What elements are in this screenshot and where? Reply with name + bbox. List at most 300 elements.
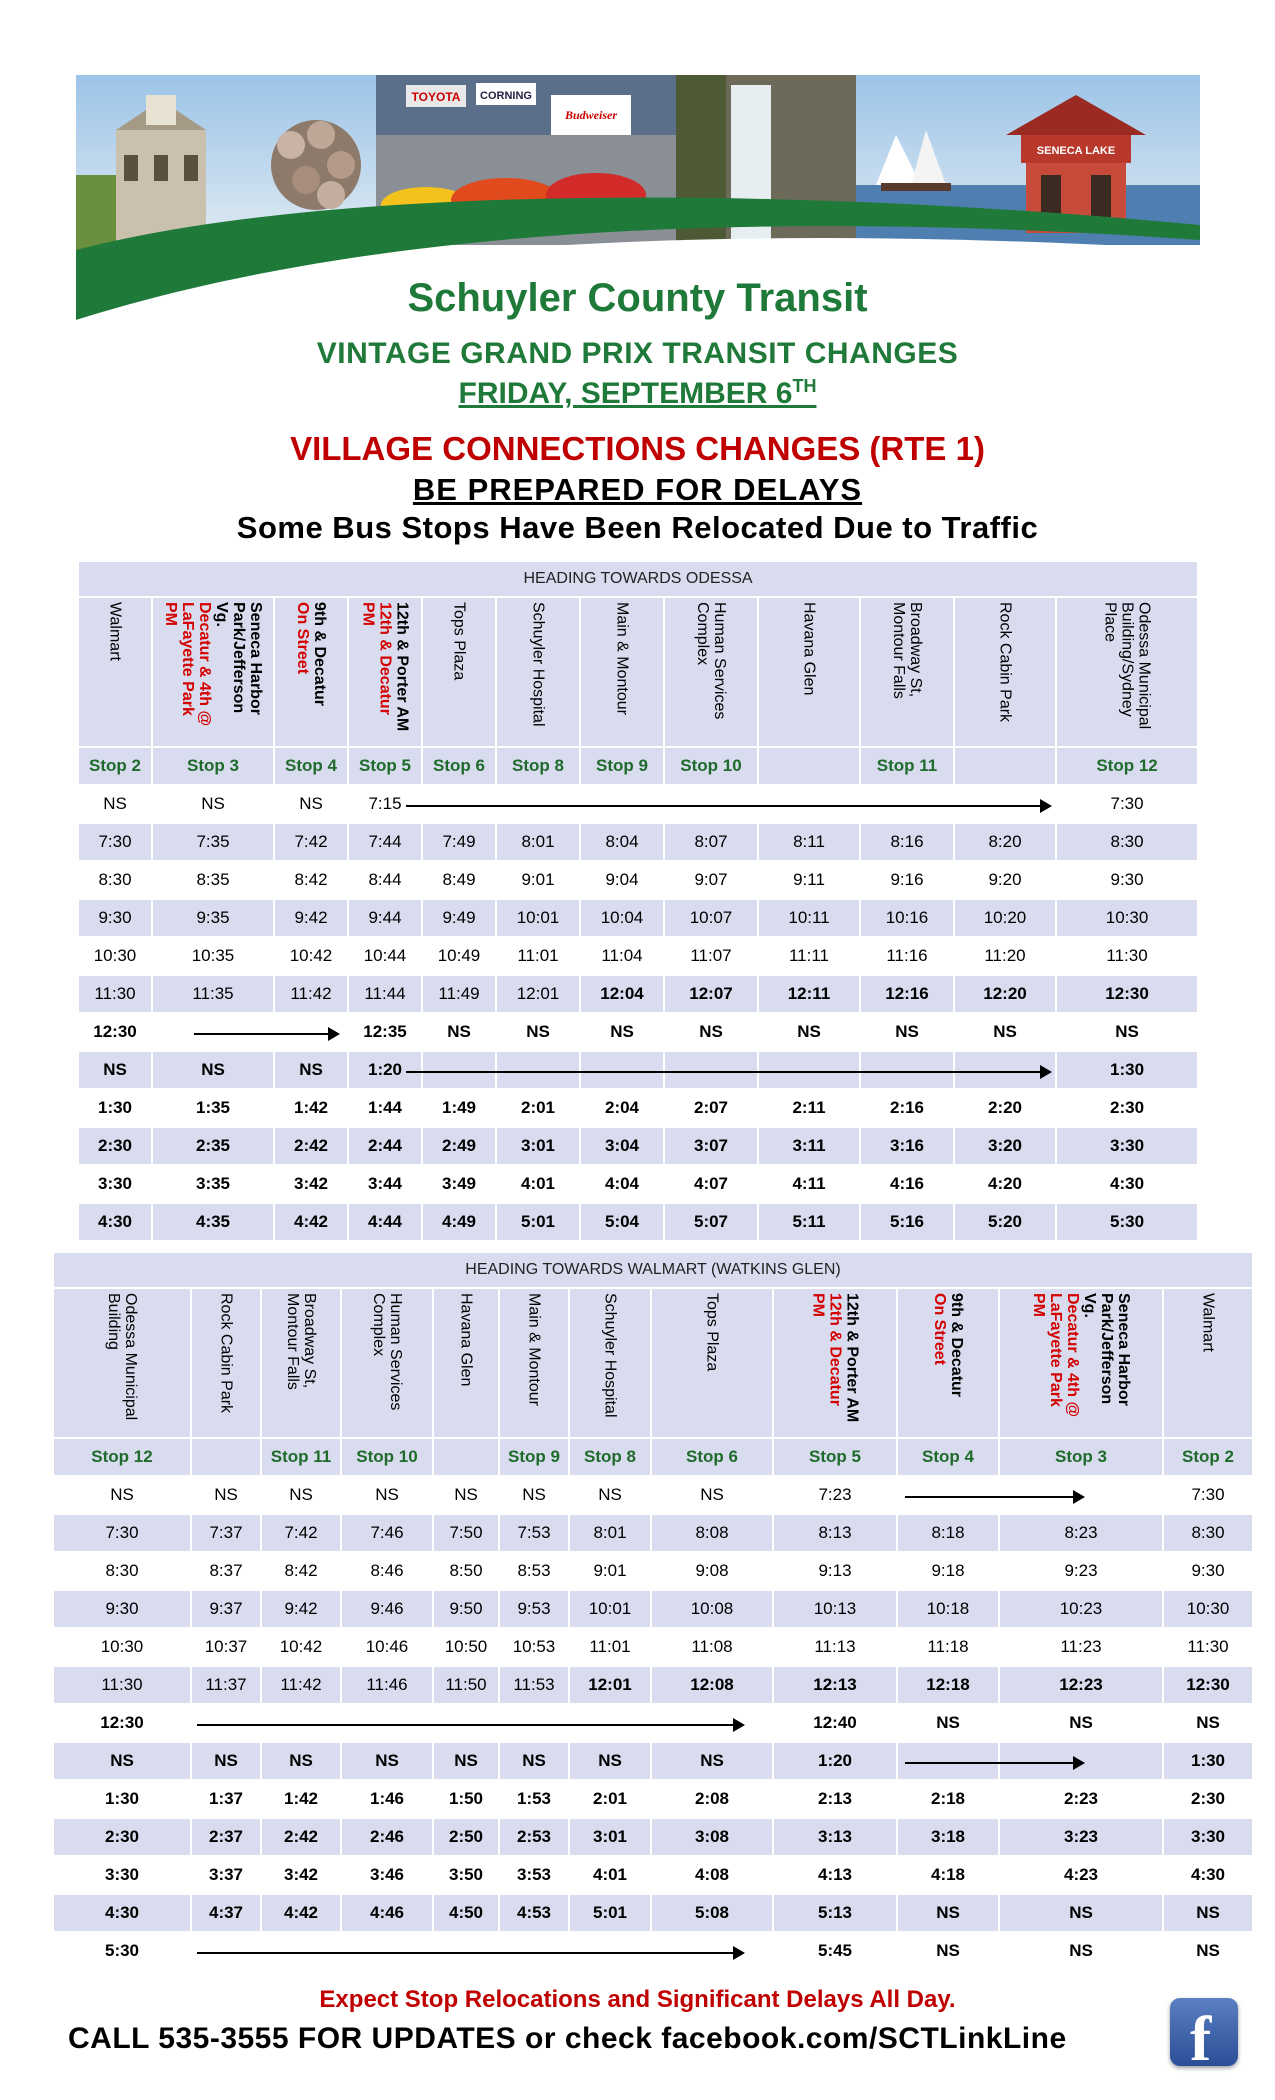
time-cell: NS bbox=[53, 1742, 191, 1780]
time-cell bbox=[664, 1051, 758, 1089]
time-cell: 8:30 bbox=[78, 861, 152, 899]
time-cell: 10:53 bbox=[499, 1628, 569, 1666]
stop-number bbox=[191, 1438, 261, 1476]
time-cell: 10:07 bbox=[664, 899, 758, 937]
time-cell: 7:42 bbox=[261, 1514, 341, 1552]
time-cell: 9:46 bbox=[341, 1590, 433, 1628]
time-cell: 7:46 bbox=[341, 1514, 433, 1552]
time-cell: 10:30 bbox=[53, 1628, 191, 1666]
time-cell: NS bbox=[758, 1013, 860, 1051]
time-cell: 9:44 bbox=[348, 899, 422, 937]
time-cell bbox=[496, 785, 580, 823]
time-cell: 10:23 bbox=[999, 1590, 1163, 1628]
stop-name-cell bbox=[191, 1288, 261, 1438]
time-cell: 12:35 bbox=[348, 1013, 422, 1051]
relocated-stop-note: 12th & Decatur PM bbox=[809, 1293, 844, 1406]
time-cell: 10:16 bbox=[860, 899, 954, 937]
time-cell: 9:13 bbox=[773, 1552, 897, 1590]
time-cell: 2:50 bbox=[433, 1818, 499, 1856]
time-cell: 2:42 bbox=[261, 1818, 341, 1856]
stop-number bbox=[758, 747, 860, 785]
time-cell: 2:35 bbox=[152, 1127, 274, 1165]
stop-number: Stop 5 bbox=[348, 747, 422, 785]
time-cell: NS bbox=[152, 785, 274, 823]
time-cell: 10:11 bbox=[758, 899, 860, 937]
time-cell: 10:42 bbox=[261, 1628, 341, 1666]
time-cell: 3:30 bbox=[1056, 1127, 1198, 1165]
stop-name-cell bbox=[496, 597, 580, 747]
time-cell: 4:04 bbox=[580, 1165, 664, 1203]
time-cell: 10:04 bbox=[580, 899, 664, 937]
time-cell: 4:35 bbox=[152, 1203, 274, 1241]
time-cell: 9:18 bbox=[897, 1552, 999, 1590]
time-cell: NS bbox=[999, 1932, 1163, 1970]
time-cell bbox=[499, 1704, 569, 1742]
time-cell: NS bbox=[53, 1476, 191, 1514]
event-date-main: FRIDAY, SEPTEMBER 6 bbox=[458, 377, 793, 410]
time-cell bbox=[191, 1704, 261, 1742]
time-cell: 2:01 bbox=[496, 1089, 580, 1127]
stop-number: Stop 6 bbox=[651, 1438, 773, 1476]
time-cell: 8:50 bbox=[433, 1552, 499, 1590]
time-cell: 9:20 bbox=[954, 861, 1056, 899]
time-cell: 7:35 bbox=[152, 823, 274, 861]
time-cell: 3:42 bbox=[261, 1856, 341, 1894]
stop-number: Stop 12 bbox=[1056, 747, 1198, 785]
time-cell: 4:49 bbox=[422, 1203, 496, 1241]
time-cell: 9:16 bbox=[860, 861, 954, 899]
time-cell: 10:46 bbox=[341, 1628, 433, 1666]
time-cell: 8:04 bbox=[580, 823, 664, 861]
time-cell: 8:07 bbox=[664, 823, 758, 861]
time-cell: 4:42 bbox=[261, 1894, 341, 1932]
time-cell: NS bbox=[999, 1704, 1163, 1742]
time-cell: 8:30 bbox=[1056, 823, 1198, 861]
delay-warning: BE PREPARED FOR DELAYS bbox=[412, 472, 863, 507]
time-cell: 8:53 bbox=[499, 1552, 569, 1590]
time-cell: 10:30 bbox=[1056, 899, 1198, 937]
continuation-arrow bbox=[905, 1496, 1083, 1498]
stop-number: Stop 5 bbox=[773, 1438, 897, 1476]
time-cell: 10:13 bbox=[773, 1590, 897, 1628]
time-cell: 4:30 bbox=[78, 1203, 152, 1241]
facebook-icon[interactable] bbox=[1170, 1998, 1238, 2074]
time-cell: 11:16 bbox=[860, 937, 954, 975]
time-cell: 11:30 bbox=[53, 1666, 191, 1704]
stop-name-cell bbox=[1056, 597, 1198, 747]
time-cell: 8:01 bbox=[569, 1514, 651, 1552]
time-cell: 8:16 bbox=[860, 823, 954, 861]
time-cell: 10:30 bbox=[1163, 1590, 1253, 1628]
time-cell bbox=[341, 1704, 433, 1742]
time-cell: 2:30 bbox=[1056, 1089, 1198, 1127]
time-cell bbox=[191, 1932, 261, 1970]
stop-number bbox=[954, 747, 1056, 785]
time-cell: NS bbox=[954, 1013, 1056, 1051]
time-cell: 3:23 bbox=[999, 1818, 1163, 1856]
time-cell: 3:30 bbox=[1163, 1818, 1253, 1856]
time-cell: 2:04 bbox=[580, 1089, 664, 1127]
time-cell: 11:44 bbox=[348, 975, 422, 1013]
stop-name: Human Services Complex bbox=[370, 1293, 404, 1411]
stop-name-cell bbox=[860, 597, 954, 747]
time-cell: 4:11 bbox=[758, 1165, 860, 1203]
stop-number: Stop 8 bbox=[569, 1438, 651, 1476]
time-cell bbox=[860, 785, 954, 823]
stop-name: Seneca Harbor Park/Jefferson Vg. bbox=[213, 602, 264, 715]
time-cell: 1:53 bbox=[499, 1780, 569, 1818]
time-cell: 11:46 bbox=[341, 1666, 433, 1704]
time-cell: 10:49 bbox=[422, 937, 496, 975]
time-cell: 2:53 bbox=[499, 1818, 569, 1856]
time-cell: 3:30 bbox=[53, 1856, 191, 1894]
time-cell bbox=[261, 1932, 341, 1970]
stop-name: Walmart bbox=[106, 602, 124, 661]
time-cell bbox=[580, 1051, 664, 1089]
time-cell: 1:30 bbox=[53, 1780, 191, 1818]
time-cell: 4:37 bbox=[191, 1894, 261, 1932]
time-cell: 4:30 bbox=[1056, 1165, 1198, 1203]
time-cell: 3:18 bbox=[897, 1818, 999, 1856]
time-cell: 7:49 bbox=[422, 823, 496, 861]
time-cell: 10:20 bbox=[954, 899, 1056, 937]
stop-name: 12th & Porter AM bbox=[393, 602, 411, 732]
time-cell: 11:42 bbox=[261, 1666, 341, 1704]
time-cell: 5:11 bbox=[758, 1203, 860, 1241]
time-cell: NS bbox=[191, 1742, 261, 1780]
stop-name-cell bbox=[53, 1288, 191, 1438]
time-cell: 7:37 bbox=[191, 1514, 261, 1552]
time-cell: 8:08 bbox=[651, 1514, 773, 1552]
time-cell: 12:18 bbox=[897, 1666, 999, 1704]
time-cell: 3:44 bbox=[348, 1165, 422, 1203]
continuation-arrow bbox=[194, 1033, 338, 1035]
time-cell: 2:42 bbox=[274, 1127, 348, 1165]
time-cell: 8:37 bbox=[191, 1552, 261, 1590]
time-cell: NS bbox=[1163, 1894, 1253, 1932]
time-cell: 12:01 bbox=[496, 975, 580, 1013]
stop-name: Tops Plaza bbox=[450, 602, 468, 681]
time-cell: 4:16 bbox=[860, 1165, 954, 1203]
time-cell: 3:35 bbox=[152, 1165, 274, 1203]
time-cell: 10:30 bbox=[78, 937, 152, 975]
time-cell: 7:30 bbox=[78, 823, 152, 861]
time-cell bbox=[433, 1704, 499, 1742]
stop-name-cell bbox=[954, 597, 1056, 747]
time-cell: 10:42 bbox=[274, 937, 348, 975]
time-cell: 11:07 bbox=[664, 937, 758, 975]
time-cell: 3:53 bbox=[499, 1856, 569, 1894]
time-cell: 7:30 bbox=[1056, 785, 1198, 823]
time-cell: 12:30 bbox=[53, 1704, 191, 1742]
time-cell bbox=[860, 1051, 954, 1089]
time-cell: 11:49 bbox=[422, 975, 496, 1013]
time-cell: 8:11 bbox=[758, 823, 860, 861]
time-cell: 9:23 bbox=[999, 1552, 1163, 1590]
time-cell: 4:30 bbox=[53, 1894, 191, 1932]
time-cell: 10:50 bbox=[433, 1628, 499, 1666]
time-cell: NS bbox=[152, 1051, 274, 1089]
stop-name: Havana Glen bbox=[800, 602, 818, 696]
time-cell: NS bbox=[78, 785, 152, 823]
stop-name-cell bbox=[78, 597, 152, 747]
time-cell: 8:42 bbox=[274, 861, 348, 899]
stop-name: Seneca Harbor Park/Jefferson Vg. bbox=[1081, 1293, 1132, 1406]
time-cell: 4:20 bbox=[954, 1165, 1056, 1203]
time-cell: 11:01 bbox=[569, 1628, 651, 1666]
time-cell: 5:01 bbox=[569, 1894, 651, 1932]
time-cell: 5:30 bbox=[1056, 1203, 1198, 1241]
time-cell: 12:30 bbox=[1056, 975, 1198, 1013]
time-cell: NS bbox=[433, 1742, 499, 1780]
time-cell: 1:20 bbox=[773, 1742, 897, 1780]
time-cell bbox=[758, 785, 860, 823]
time-cell: 12:30 bbox=[78, 1013, 152, 1051]
delay-notice: Expect Stop Relocations and Significant Delays All Day. bbox=[319, 1986, 956, 2013]
stop-name: 9th & Decatur bbox=[311, 602, 328, 707]
page-title: Schuyler County Transit bbox=[407, 276, 868, 320]
time-cell: 1:20 bbox=[348, 1051, 422, 1089]
stop-name: Schuyler Hospital bbox=[529, 602, 547, 727]
time-cell: 9:01 bbox=[569, 1552, 651, 1590]
time-cell: 8:23 bbox=[999, 1514, 1163, 1552]
time-cell: NS bbox=[341, 1742, 433, 1780]
time-cell: 7:15 bbox=[348, 785, 422, 823]
time-cell: 4:01 bbox=[496, 1165, 580, 1203]
stop-name-cell bbox=[773, 1288, 897, 1438]
time-cell: 9:04 bbox=[580, 861, 664, 899]
route-heading: VILLAGE CONNECTIONS CHANGES (RTE 1) bbox=[290, 430, 985, 467]
stop-name-cell bbox=[897, 1288, 999, 1438]
stop-number bbox=[433, 1438, 499, 1476]
stop-name: Walmart bbox=[1199, 1293, 1217, 1352]
time-cell: 2:30 bbox=[1163, 1780, 1253, 1818]
time-cell: 8:30 bbox=[1163, 1514, 1253, 1552]
time-cell: 3:49 bbox=[422, 1165, 496, 1203]
time-cell: 4:50 bbox=[433, 1894, 499, 1932]
time-cell bbox=[499, 1932, 569, 1970]
relocated-stop-note: On Street bbox=[931, 1293, 948, 1366]
stop-number: Stop 10 bbox=[341, 1438, 433, 1476]
time-cell: NS bbox=[651, 1476, 773, 1514]
continuation-arrow bbox=[406, 1071, 1050, 1073]
stop-name: Odessa Municipal Building/Sydney Place bbox=[1101, 602, 1153, 730]
time-cell: NS bbox=[274, 1051, 348, 1089]
time-cell: NS bbox=[433, 1476, 499, 1514]
time-cell: 4:01 bbox=[569, 1856, 651, 1894]
time-cell: 11:11 bbox=[758, 937, 860, 975]
time-cell bbox=[569, 1932, 651, 1970]
time-cell: 2:46 bbox=[341, 1818, 433, 1856]
time-cell: 11:20 bbox=[954, 937, 1056, 975]
time-cell: 4:44 bbox=[348, 1203, 422, 1241]
time-cell: NS bbox=[496, 1013, 580, 1051]
relocated-stop-note: Decatur & 4th @ LaFayette Park PM bbox=[162, 602, 213, 727]
stop-name: Odessa Municipal Building bbox=[105, 1293, 139, 1421]
time-cell: 1:37 bbox=[191, 1780, 261, 1818]
time-cell: 11:30 bbox=[1163, 1628, 1253, 1666]
time-cell: 12:13 bbox=[773, 1666, 897, 1704]
stop-name-cell bbox=[422, 597, 496, 747]
time-cell: 5:16 bbox=[860, 1203, 954, 1241]
time-cell: 2:07 bbox=[664, 1089, 758, 1127]
schedule-table-walmart bbox=[53, 1252, 1253, 1970]
time-cell: 9:07 bbox=[664, 861, 758, 899]
time-cell: 10:08 bbox=[651, 1590, 773, 1628]
stop-name: Main & Montour bbox=[525, 1293, 543, 1406]
time-cell: 2:30 bbox=[53, 1818, 191, 1856]
time-cell bbox=[664, 785, 758, 823]
time-cell: 7:44 bbox=[348, 823, 422, 861]
time-cell: 9:30 bbox=[78, 899, 152, 937]
time-cell: NS bbox=[569, 1742, 651, 1780]
stop-name: Tops Plaza bbox=[703, 1293, 721, 1372]
time-cell: 3:13 bbox=[773, 1818, 897, 1856]
time-cell: 4:07 bbox=[664, 1165, 758, 1203]
stop-name: Havana Glen bbox=[457, 1293, 475, 1387]
time-cell: NS bbox=[860, 1013, 954, 1051]
relocated-stop-note: 12th & Decatur PM bbox=[359, 602, 394, 715]
time-cell: 9:08 bbox=[651, 1552, 773, 1590]
time-cell: 7:23 bbox=[773, 1476, 897, 1514]
time-cell: NS bbox=[897, 1932, 999, 1970]
time-cell: 9:42 bbox=[261, 1590, 341, 1628]
event-date-suffix: TH bbox=[792, 376, 817, 396]
time-cell: 12:04 bbox=[580, 975, 664, 1013]
time-cell: 4:23 bbox=[999, 1856, 1163, 1894]
time-cell: 5:04 bbox=[580, 1203, 664, 1241]
time-cell: 8:35 bbox=[152, 861, 274, 899]
time-cell: 11:53 bbox=[499, 1666, 569, 1704]
call-for-updates: CALL 535-3555 FOR UPDATES or check facebook.com/SCTLinkLine bbox=[68, 2022, 1067, 2055]
time-cell: 9:50 bbox=[433, 1590, 499, 1628]
time-cell: 3:30 bbox=[78, 1165, 152, 1203]
time-cell: 11:08 bbox=[651, 1628, 773, 1666]
stop-number: Stop 11 bbox=[860, 747, 954, 785]
time-cell: NS bbox=[664, 1013, 758, 1051]
stop-name-cell bbox=[758, 597, 860, 747]
stop-number: Stop 11 bbox=[261, 1438, 341, 1476]
time-cell: 3:11 bbox=[758, 1127, 860, 1165]
time-cell: 11:37 bbox=[191, 1666, 261, 1704]
stop-number: Stop 8 bbox=[496, 747, 580, 785]
time-cell: 2:01 bbox=[569, 1780, 651, 1818]
sign-toyota: TOYOTA bbox=[411, 90, 461, 104]
time-cell: NS bbox=[422, 1013, 496, 1051]
time-cell: 1:42 bbox=[261, 1780, 341, 1818]
time-cell: 3:04 bbox=[580, 1127, 664, 1165]
stop-name: Broadway St, Montour Falls bbox=[284, 1293, 318, 1390]
time-cell: 11:04 bbox=[580, 937, 664, 975]
time-cell: 1:35 bbox=[152, 1089, 274, 1127]
time-cell: 3:08 bbox=[651, 1818, 773, 1856]
time-cell: NS bbox=[261, 1476, 341, 1514]
time-cell: 9:30 bbox=[53, 1590, 191, 1628]
stop-name-cell bbox=[664, 597, 758, 747]
time-cell: NS bbox=[651, 1742, 773, 1780]
time-cell: 8:42 bbox=[261, 1552, 341, 1590]
time-cell: 11:18 bbox=[897, 1628, 999, 1666]
time-cell: 3:37 bbox=[191, 1856, 261, 1894]
sign-corning: CORNING bbox=[480, 90, 532, 102]
time-cell: 12:16 bbox=[860, 975, 954, 1013]
stop-name-cell bbox=[348, 597, 422, 747]
time-cell: 10:35 bbox=[152, 937, 274, 975]
table-heading: HEADING TOWARDS WALMART (WATKINS GLEN) bbox=[53, 1252, 1253, 1288]
time-cell: 5:13 bbox=[773, 1894, 897, 1932]
time-cell: NS bbox=[191, 1476, 261, 1514]
time-cell: NS bbox=[499, 1476, 569, 1514]
relocated-stop-note: Decatur & 4th @ LaFayette Park PM bbox=[1030, 1293, 1081, 1418]
time-cell bbox=[261, 1704, 341, 1742]
stop-name-cell bbox=[274, 597, 348, 747]
time-cell: 8:20 bbox=[954, 823, 1056, 861]
time-cell: 4:46 bbox=[341, 1894, 433, 1932]
stop-number: Stop 9 bbox=[499, 1438, 569, 1476]
stop-number: Stop 4 bbox=[274, 747, 348, 785]
time-cell: 3:16 bbox=[860, 1127, 954, 1165]
time-cell: 8:46 bbox=[341, 1552, 433, 1590]
time-cell: 3:07 bbox=[664, 1127, 758, 1165]
stop-number: Stop 10 bbox=[664, 747, 758, 785]
time-cell: 3:42 bbox=[274, 1165, 348, 1203]
time-cell: 4:53 bbox=[499, 1894, 569, 1932]
time-cell: 7:30 bbox=[1163, 1476, 1253, 1514]
time-cell: NS bbox=[1163, 1704, 1253, 1742]
stop-name-cell bbox=[499, 1288, 569, 1438]
stop-name-cell bbox=[261, 1288, 341, 1438]
time-cell: 10:01 bbox=[496, 899, 580, 937]
time-cell: 8:18 bbox=[897, 1514, 999, 1552]
time-cell: 7:42 bbox=[274, 823, 348, 861]
time-cell: 12:11 bbox=[758, 975, 860, 1013]
time-cell bbox=[897, 1742, 999, 1780]
stop-number: Stop 2 bbox=[78, 747, 152, 785]
stop-name-cell bbox=[580, 597, 664, 747]
stop-name: Broadway St, Montour Falls bbox=[890, 602, 924, 699]
time-cell bbox=[496, 1051, 580, 1089]
time-cell: 11:23 bbox=[999, 1628, 1163, 1666]
stop-number: Stop 3 bbox=[152, 747, 274, 785]
table-heading: HEADING TOWARDS ODESSA bbox=[78, 561, 1198, 597]
time-cell: NS bbox=[499, 1742, 569, 1780]
time-cell bbox=[651, 1932, 773, 1970]
stop-name: Schuyler Hospital bbox=[601, 1293, 619, 1418]
time-cell bbox=[422, 1051, 496, 1089]
time-cell: 4:18 bbox=[897, 1856, 999, 1894]
time-cell: NS bbox=[897, 1894, 999, 1932]
time-cell: 2:08 bbox=[651, 1780, 773, 1818]
time-cell: NS bbox=[274, 785, 348, 823]
sign-budweiser: Budweiser bbox=[564, 108, 618, 122]
time-cell: 8:13 bbox=[773, 1514, 897, 1552]
stop-name-cell bbox=[341, 1288, 433, 1438]
time-cell: 8:49 bbox=[422, 861, 496, 899]
time-cell: 12:07 bbox=[664, 975, 758, 1013]
stop-name: Rock Cabin Park bbox=[217, 1293, 235, 1414]
time-cell bbox=[433, 1932, 499, 1970]
time-cell: 11:42 bbox=[274, 975, 348, 1013]
time-cell bbox=[651, 1704, 773, 1742]
time-cell: NS bbox=[569, 1476, 651, 1514]
stop-number: Stop 4 bbox=[897, 1438, 999, 1476]
stop-name-cell bbox=[569, 1288, 651, 1438]
stop-name: 12th & Porter AM bbox=[843, 1293, 861, 1423]
facebook-letter: f bbox=[1190, 2003, 1212, 2074]
relocation-note: Some Bus Stops Have Been Relocated Due to Traffic bbox=[236, 510, 1039, 545]
time-cell: NS bbox=[580, 1013, 664, 1051]
time-cell: 2:20 bbox=[954, 1089, 1056, 1127]
